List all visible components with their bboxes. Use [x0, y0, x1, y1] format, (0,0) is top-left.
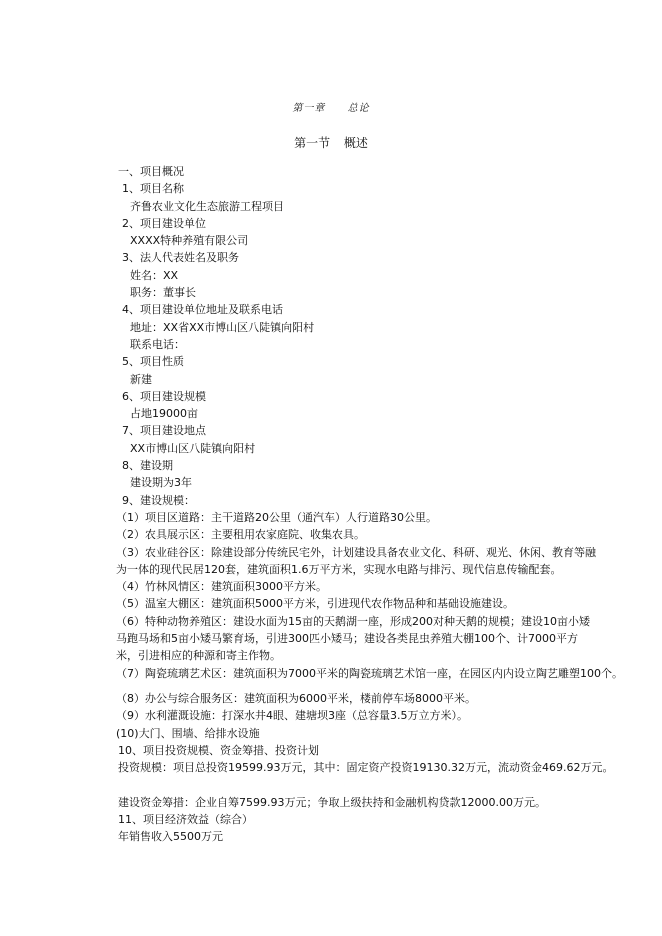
text-line: 1、项目名称 [122, 182, 184, 196]
text-line: 一、项目概况 [118, 165, 184, 178]
text-line: 新建 [130, 372, 152, 386]
text-line: 3、法人代表姓名及职务 [122, 251, 239, 265]
text-line: 5、项目性质 [122, 355, 184, 369]
text-line: 4、项目建设单位地址及联系电话 [122, 303, 283, 317]
document-body [96, 163, 623, 846]
text-line: （8）办公与综合服务区：建筑面积为6000平米，楼前停车场8000平米。 [116, 691, 476, 705]
text-line: 姓名：XX [130, 268, 179, 282]
text-line: 投资规模：项目总投资19599.93万元，其中：固定资产投资19130.32万元，流动资金469.62万元。 [118, 761, 614, 775]
text-line: （6）特种动物养殖区：建设水面为15亩的天鹅湖一座，形成200对种天鹅的规模；建设10亩小矮马跑马场和5亩小矮马繁育场，引进300匹小矮马；建设各类昆虫养殖大棚100个、计7000平方米，引进相应的种源和寄主作物。 [116, 614, 590, 663]
text-line: 10、项目投资规模、资金筹措、投资计划 [118, 743, 319, 757]
text-line: 9、建设规模： [122, 493, 195, 507]
text-line: （4）竹林风情区：建筑面积3000平方米。 [116, 580, 327, 594]
text-line: （5）温室大棚区：建筑面积5000平方米，引进现代农作物品种和基础设施建设。 [116, 597, 514, 611]
text-line: (10)大门、围墙、给排水设施 [116, 726, 260, 740]
text-line: 占地19000亩 [130, 407, 198, 421]
text-line: （1）项目区道路：主干道路20公里（通汽车）人行道路30公里。 [116, 510, 437, 524]
text-line: （2）农具展示区：主要租用农家庭院、收集农具。 [116, 528, 365, 542]
text-line: （3）农业硅谷区：除建设部分传统民宅外，计划建设具备农业文化、科研、观光、休闲、教育等融为一体的现代民居120套，建筑面积1.6万平方米，实现水电路与排污、现代信息传输配套。 [116, 545, 596, 576]
text-line: 建设资金筹措：企业自筹7599.93万元；争取上级扶持和金融机构贷款12000.00万元。 [118, 795, 546, 809]
text-line: 齐鲁农业文化生态旅游工程项目 [130, 199, 284, 213]
text-line: 地址：XX省XX市博山区八陡镇向阳村 [130, 320, 315, 334]
text-line: 职务：董事长 [130, 286, 196, 300]
blank-line [96, 776, 596, 793]
blank-line [96, 682, 596, 690]
text-line: 11、项目经济效益（综合） [118, 812, 253, 826]
text-line: 7、项目建设地点 [122, 424, 206, 438]
chapter-title: 第一章 总论 [292, 103, 370, 114]
text-line: 联系电话： [130, 337, 185, 351]
text-line: XXXX特种养殖有限公司 [130, 234, 249, 248]
text-line: （9）水利灌溉设施：打深水井4眼、建塘坝3座（总容量3.5万立方米）。 [116, 709, 468, 723]
text-line: （7）陶瓷琉璃艺术区：建筑面积为7000平米的陶瓷琉璃艺术馆一座，在园区内内设立陶艺雕塑100个。 [116, 666, 623, 680]
section-title: 第一节 概述 [294, 136, 368, 150]
text-line: 8、建设期 [122, 459, 173, 473]
text-line: 2、项目建设单位 [122, 216, 206, 230]
text-line: 建设期为3年 [130, 476, 192, 490]
text-line: 6、项目建设规模 [122, 389, 206, 403]
text-line: 年销售收入5500万元 [118, 830, 223, 844]
text-line: XX市博山区八陡镇向阳村 [130, 441, 256, 455]
